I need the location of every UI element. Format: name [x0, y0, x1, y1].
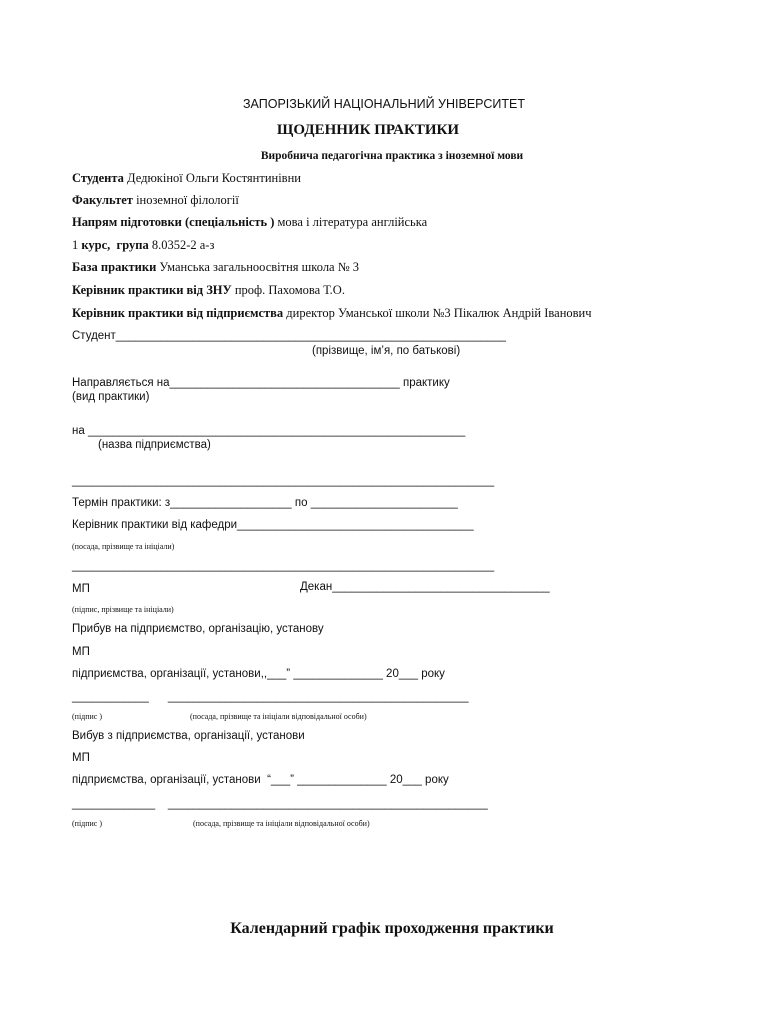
stamp-mark-2: МП [72, 646, 90, 658]
student-label: Студента [72, 171, 124, 185]
zn-supervisor-label: Керівник практики від ЗНУ [72, 283, 232, 297]
left-official-hint: (посада, прізвище та ініціали відповідальної особи) [193, 819, 370, 828]
dean-field[interactable]: Декан__________________________________ [300, 581, 550, 593]
stamp-mark-1: МП [72, 583, 90, 595]
enterprise-field[interactable]: на ___________________________________________________________ [72, 425, 466, 437]
dept-supervisor-hint: (посада, прізвище та ініціали) [72, 542, 175, 551]
arrived-sign-field[interactable]: ____________ _______________________________________________ [72, 691, 469, 703]
direction-label: Напрям підготовки (спеціальність ) [72, 215, 275, 229]
course-value: 8.0352-2 а-з [148, 238, 215, 252]
student-value: Дедюкіної Ольги Костянтинівни [123, 171, 301, 185]
practice-kind-field[interactable]: Направляється на____________________________________ практику [72, 377, 450, 389]
practice-kind-hint: (вид практики) [72, 391, 150, 403]
diary-title: ЩОДЕННИК ПРАКТИКИ [276, 122, 460, 138]
zn-supervisor-value: проф. Пахомова Т.О. [231, 283, 345, 297]
faculty-value: іноземної філології [132, 193, 239, 207]
arrived-sign-hint: (підпис ) [72, 712, 103, 721]
stamp-mark-3: МП [72, 752, 90, 764]
arrived-text: Прибув на підприємство, організацію, установу [72, 623, 324, 635]
base-row [72, 260, 359, 274]
left-date-field[interactable]: підприємства, організації, установи “___” ______________ 20___ року [72, 774, 449, 786]
blank-line-1[interactable]: __________________________________________________________________ [72, 475, 495, 487]
ent-supervisor-label: Керівник практики від підприємства [72, 306, 284, 320]
practice-type: Виробнича педагогічна практика з іноземної мови [260, 150, 524, 162]
left-sign-hint: (підпис ) [72, 819, 103, 828]
direction-row [72, 215, 427, 229]
course-prefix: 1 [72, 238, 82, 252]
term-field[interactable]: Термін практики: з___________________ по _______________________ [72, 497, 458, 509]
direction-value: мова і література англійська [274, 215, 428, 229]
arrived-official-hint: (посада, прізвище та ініціали відповідальної особи) [190, 712, 367, 721]
student-hint: (прізвище, ім’я, по батькові) [312, 345, 461, 357]
left-sign-field[interactable]: _____________ __________________________________________________ [72, 798, 488, 810]
base-label: База практики [72, 260, 157, 274]
dean-hint: (підпис, прізвище та ініціали) [72, 605, 174, 614]
ent-supervisor-row [72, 306, 592, 320]
left-text: Вибув з підприємства, організації, установи [72, 730, 305, 742]
student-field[interactable]: Студент_____________________________________________________________ [72, 330, 506, 342]
calendar-title: Календарний графік проходження практики [230, 920, 554, 937]
student-row [72, 171, 301, 185]
base-value: Уманська загальноосвітня школа № 3 [156, 260, 360, 274]
enterprise-hint: (назва підприємства) [98, 439, 211, 451]
dept-supervisor-field[interactable]: Керівник практики від кафедри_____________________________________ [72, 519, 474, 531]
arrived-date-field[interactable]: підприємства, організації, установи,,___” ______________ 20___ року [72, 668, 445, 680]
course-row [72, 238, 214, 252]
faculty-label: Факультет [72, 193, 133, 207]
faculty-row [72, 193, 239, 207]
course-label: курс, група [81, 238, 149, 252]
ent-supervisor-value: директор Уманської школи №3 Пікалюк Андрій Іванович [283, 306, 592, 320]
university-name: ЗАПОРІЗЬКИЙ НАЦІОНАЛЬНИЙ УНІВЕРСИТЕТ [243, 97, 525, 111]
zn-supervisor-row [72, 283, 345, 297]
blank-line-2[interactable]: __________________________________________________________________ [72, 560, 495, 572]
